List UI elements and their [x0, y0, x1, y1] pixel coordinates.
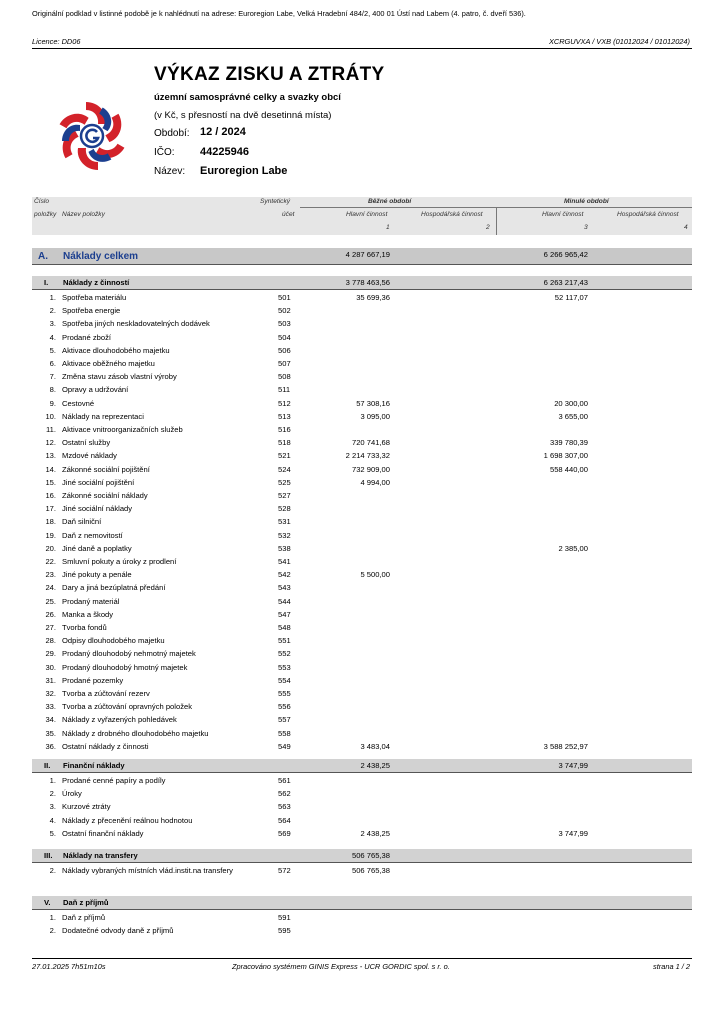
row-label: Prodaný dlouhodobý nehmotný majetek [62, 649, 196, 659]
row-number: 22. [45, 557, 56, 566]
row-current: 5 500,00 [360, 570, 390, 580]
row-account: 556 [278, 702, 291, 712]
ico-value: 44225946 [200, 146, 249, 158]
section-label: Náklady na transfery [63, 851, 138, 860]
row-label: Náklady z vyřazených pohledávek [62, 715, 177, 725]
row-account: 554 [278, 675, 291, 685]
row-account: 595 [278, 926, 291, 936]
section-label: Daň z příjmů [63, 898, 109, 907]
col-minule: Minulé období [564, 198, 609, 205]
row-account: 552 [278, 649, 291, 659]
row-account: 557 [278, 715, 291, 725]
row-account: 518 [278, 438, 291, 448]
row-previous: 52 117,07 [554, 293, 588, 302]
row-number: 12. [45, 438, 56, 448]
row-number: 30. [45, 662, 56, 672]
section-a-previous: 6 266 965,42 [543, 250, 588, 259]
row-account: 562 [278, 789, 291, 799]
row-current: 3 095,00 [360, 411, 390, 421]
row-number: 24. [45, 583, 56, 593]
row-previous: 3 747,99 [558, 828, 588, 838]
row-number: 35. [45, 728, 56, 738]
row-current: 2 214 733,32 [345, 451, 390, 461]
row-account: 531 [278, 517, 291, 527]
row-label: Daň z příjmů [62, 913, 106, 922]
row-account: 538 [278, 543, 291, 553]
row-label: Prodané pozemky [62, 675, 124, 685]
col-polozky: položky [34, 211, 57, 218]
row-label: Spotřeba energie [62, 306, 121, 316]
row-label: Jiné sociální náklady [62, 504, 133, 514]
section-current: 506 765,38 [351, 851, 390, 860]
row-previous: 1 698 307,00 [543, 451, 588, 461]
row-previous: 339 780,39 [549, 438, 588, 448]
row-number: 32. [45, 689, 56, 698]
row-label: Ostatní náklady z činnosti [62, 741, 149, 751]
row-number: 4. [49, 332, 56, 342]
row-label: Daň silniční [62, 517, 102, 527]
row-previous: 20 300,00 [554, 398, 588, 408]
row-label: Tvorba a zúčtování opravných položek [62, 702, 193, 712]
section-label: Náklady z činností [63, 278, 130, 287]
section-a-current: 4 287 667,19 [345, 250, 390, 259]
row-number: 2. [49, 306, 56, 316]
ico-label: IČO: [154, 147, 175, 158]
section-a-code: A. [38, 251, 48, 262]
row-account: 516 [278, 425, 291, 434]
section-label: Finanční náklady [63, 761, 125, 770]
row-number: 28. [45, 636, 56, 646]
row-label: Náklady na reprezentaci [62, 411, 144, 421]
row-label: Aktivace oběžného majetku [62, 359, 155, 368]
section-band [32, 896, 692, 910]
row-number: 29. [45, 649, 56, 659]
row-account: 563 [278, 802, 291, 812]
row-account: 501 [278, 293, 291, 302]
row-label: Ostatní služby [62, 438, 111, 448]
row-number: 17. [45, 504, 56, 514]
period-label: Období: [154, 128, 190, 139]
period-value: 12 / 2024 [200, 126, 246, 138]
row-previous: 3 655,00 [558, 411, 588, 421]
row-account: 521 [278, 451, 291, 461]
row-label: Spotřeba jiných neskladovatelných dodávek [62, 319, 210, 329]
row-account: 555 [278, 689, 291, 698]
row-number: 36. [45, 741, 56, 751]
row-account: 541 [278, 557, 291, 566]
row-account: 558 [278, 728, 291, 738]
row-label: Kurzové ztráty [62, 802, 111, 812]
row-number: 2. [49, 789, 56, 799]
row-number: 14. [45, 464, 56, 474]
row-number: 23. [45, 570, 56, 580]
section-code: V. [44, 898, 51, 907]
row-account: 572 [278, 866, 291, 875]
row-number: 8. [49, 385, 56, 395]
row-number: 10. [45, 411, 56, 421]
section-previous: 6 263 217,43 [543, 278, 588, 287]
period-header-separator [496, 207, 497, 235]
report-title: VÝKAZ ZISKU A ZTRÁTY [154, 64, 385, 85]
row-number: 13. [45, 451, 56, 461]
row-label: Úroky [62, 789, 82, 799]
row-account: 569 [278, 828, 291, 838]
row-account: 502 [278, 306, 291, 316]
row-account: 527 [278, 491, 291, 500]
row-label: Jiné sociální pojištění [62, 477, 135, 487]
row-number: 1. [49, 776, 56, 785]
row-number: 5. [49, 345, 56, 355]
licence-code: Licence: DD06 [32, 37, 81, 46]
col-num-2: 2 [486, 224, 490, 231]
col-cislo: Číslo [34, 198, 50, 205]
row-account: 532 [278, 530, 291, 540]
row-label: Odpisy dlouhodobého majetku [62, 636, 165, 646]
row-account: 544 [278, 596, 291, 606]
footer-divider [32, 958, 692, 959]
row-number: 18. [45, 517, 56, 527]
col-synteticky: Syntetický [260, 198, 291, 205]
col-num-1: 1 [386, 224, 390, 231]
row-account: 553 [278, 662, 291, 672]
row-label: Dary a jiná bezúplatná předání [62, 583, 166, 593]
row-number: 16. [45, 491, 56, 500]
section-code: I. [44, 278, 49, 287]
row-number: 2. [49, 866, 56, 875]
row-number: 15. [45, 477, 56, 487]
row-label: Aktivace dlouhodobého majetku [62, 345, 170, 355]
name-label: Název: [154, 166, 186, 177]
source-note: Originální podklad v listinné podobě je k nahlédnutí na adrese: Euroregion Labe, Velká Hradební 484/2, 400 01 Ústí nad Labem (4. patro, č. dveří 536). [32, 9, 526, 18]
row-label: Prodané zboží [62, 332, 111, 342]
row-number: 25. [45, 596, 56, 606]
row-label: Jiné daně a poplatky [62, 543, 132, 553]
row-label: Cestovné [62, 398, 95, 408]
section-code: II. [44, 761, 51, 770]
row-previous: 3 588 252,97 [543, 741, 588, 751]
report-units: (v Kč, s přesností na dvě desetinná místa) [154, 110, 332, 121]
col-hlavni-current: Hlavní činnost [346, 211, 388, 218]
row-number: 1. [49, 913, 56, 922]
row-account: 547 [278, 609, 291, 619]
row-number: 3. [49, 802, 56, 812]
row-account: 525 [278, 477, 291, 487]
row-label: Tvorba fondů [62, 623, 107, 632]
row-account: 564 [278, 815, 291, 825]
row-account: 503 [278, 319, 291, 329]
col-num-3: 3 [584, 224, 588, 231]
row-label: Aktivace vnitroorganizačních služeb [62, 425, 183, 434]
row-account: 508 [278, 372, 291, 382]
column-header [32, 197, 692, 235]
row-label: Ostatní finanční náklady [62, 828, 144, 838]
row-account: 542 [278, 570, 291, 580]
row-current: 35 699,36 [356, 293, 390, 302]
row-previous: 558 440,00 [549, 464, 588, 474]
row-label: Náklady vybraných místních vlád.instit.na transfery [62, 866, 233, 875]
row-current: 720 741,68 [351, 438, 390, 448]
row-label: Mzdové náklady [62, 451, 117, 461]
row-number: 27. [45, 623, 56, 632]
row-number: 26. [45, 609, 56, 619]
col-hlavni-previous: Hlavní činnost [542, 211, 584, 218]
footer-system: Zpracováno systémem GINIS Express - UCR GORDIC spol. s r. o. [232, 962, 450, 971]
section-previous: 3 747,99 [558, 761, 588, 770]
row-label: Náklady z přecenění reálnou hodnotou [62, 815, 193, 825]
row-account: 543 [278, 583, 291, 593]
row-current: 506 765,38 [351, 866, 390, 875]
row-label: Prodaný materiál [62, 596, 120, 606]
row-current: 2 438,25 [360, 828, 390, 838]
row-number: 2. [49, 926, 56, 936]
row-account: 504 [278, 332, 291, 342]
col-nazev: Název položky [62, 211, 105, 218]
row-label: Prodaný dlouhodobý hmotný majetek [62, 662, 188, 672]
row-number: 11. [46, 425, 56, 434]
row-current: 4 994,00 [360, 477, 390, 487]
section-current: 2 438,25 [360, 761, 390, 770]
row-account: 506 [278, 345, 291, 355]
section-a-label: Náklady celkem [63, 251, 139, 262]
row-number: 7. [49, 372, 56, 382]
col-hospodarska-current: Hospodářská činnost [421, 211, 483, 218]
euroregion-logo [52, 96, 132, 176]
col-hospodarska-previous: Hospodářská činnost [617, 211, 679, 218]
row-account: 548 [278, 623, 291, 632]
row-label: Tvorba a zúčtování rezerv [62, 689, 150, 698]
document-code: XCRGUVXA / VXB (01012024 / 01012024) [548, 37, 690, 46]
row-number: 3. [49, 319, 56, 329]
row-label: Jiné pokuty a penále [62, 570, 132, 580]
row-label: Spotřeba materiálu [62, 293, 127, 302]
row-number: 4. [49, 815, 56, 825]
row-number: 1. [49, 293, 56, 302]
row-current: 57 308,16 [356, 398, 390, 408]
row-label: Změna stavu zásob vlastní výroby [62, 372, 177, 382]
row-account: 524 [278, 464, 291, 474]
row-label: Manka a škody [62, 609, 114, 619]
row-number: 6. [49, 359, 56, 368]
row-number: 33. [45, 702, 56, 712]
row-account: 551 [278, 636, 291, 646]
row-number: 9. [49, 398, 56, 408]
report-subtitle: územní samosprávné celky a svazky obcí [154, 92, 341, 103]
col-num-4: 4 [684, 224, 688, 231]
row-number: 19. [45, 530, 56, 540]
col-ucet: účet [282, 211, 295, 218]
row-account: 591 [278, 913, 291, 922]
row-account: 549 [278, 741, 291, 751]
row-label: Prodané cenné papíry a podíly [62, 776, 166, 785]
row-current: 3 483,04 [360, 741, 390, 751]
row-label: Zákonné sociální náklady [62, 491, 148, 500]
row-number: 20. [45, 543, 56, 553]
row-label: Opravy a udržování [62, 385, 129, 395]
row-number: 5. [49, 828, 56, 838]
row-label: Daň z nemovitostí [62, 530, 123, 540]
row-label: Zákonné sociální pojištění [62, 464, 150, 474]
row-number: 31. [45, 675, 56, 685]
row-label: Náklady z drobného dlouhodobého majetku [62, 728, 209, 738]
row-label: Dodatečné odvody daně z příjmů [62, 926, 174, 936]
row-account: 511 [278, 385, 291, 395]
row-label: Smluvní pokuty a úroky z prodlení [62, 557, 177, 566]
section-current: 3 778 463,56 [345, 278, 390, 287]
row-account: 528 [278, 504, 291, 514]
row-account: 512 [278, 398, 291, 408]
col-bezne: Běžné období [368, 198, 412, 205]
footer-timestamp: 27.01.2025 7h51m10s [32, 962, 106, 971]
section-code: III. [44, 851, 53, 860]
row-account: 561 [278, 776, 291, 785]
name-value: Euroregion Labe [200, 165, 288, 177]
row-number: 34. [45, 715, 56, 725]
footer-page: strana 1 / 2 [653, 962, 690, 971]
header-divider [32, 48, 692, 49]
row-current: 732 909,00 [351, 464, 390, 474]
row-previous: 2 385,00 [558, 543, 588, 553]
row-account: 507 [278, 359, 291, 368]
row-account: 513 [278, 411, 291, 421]
